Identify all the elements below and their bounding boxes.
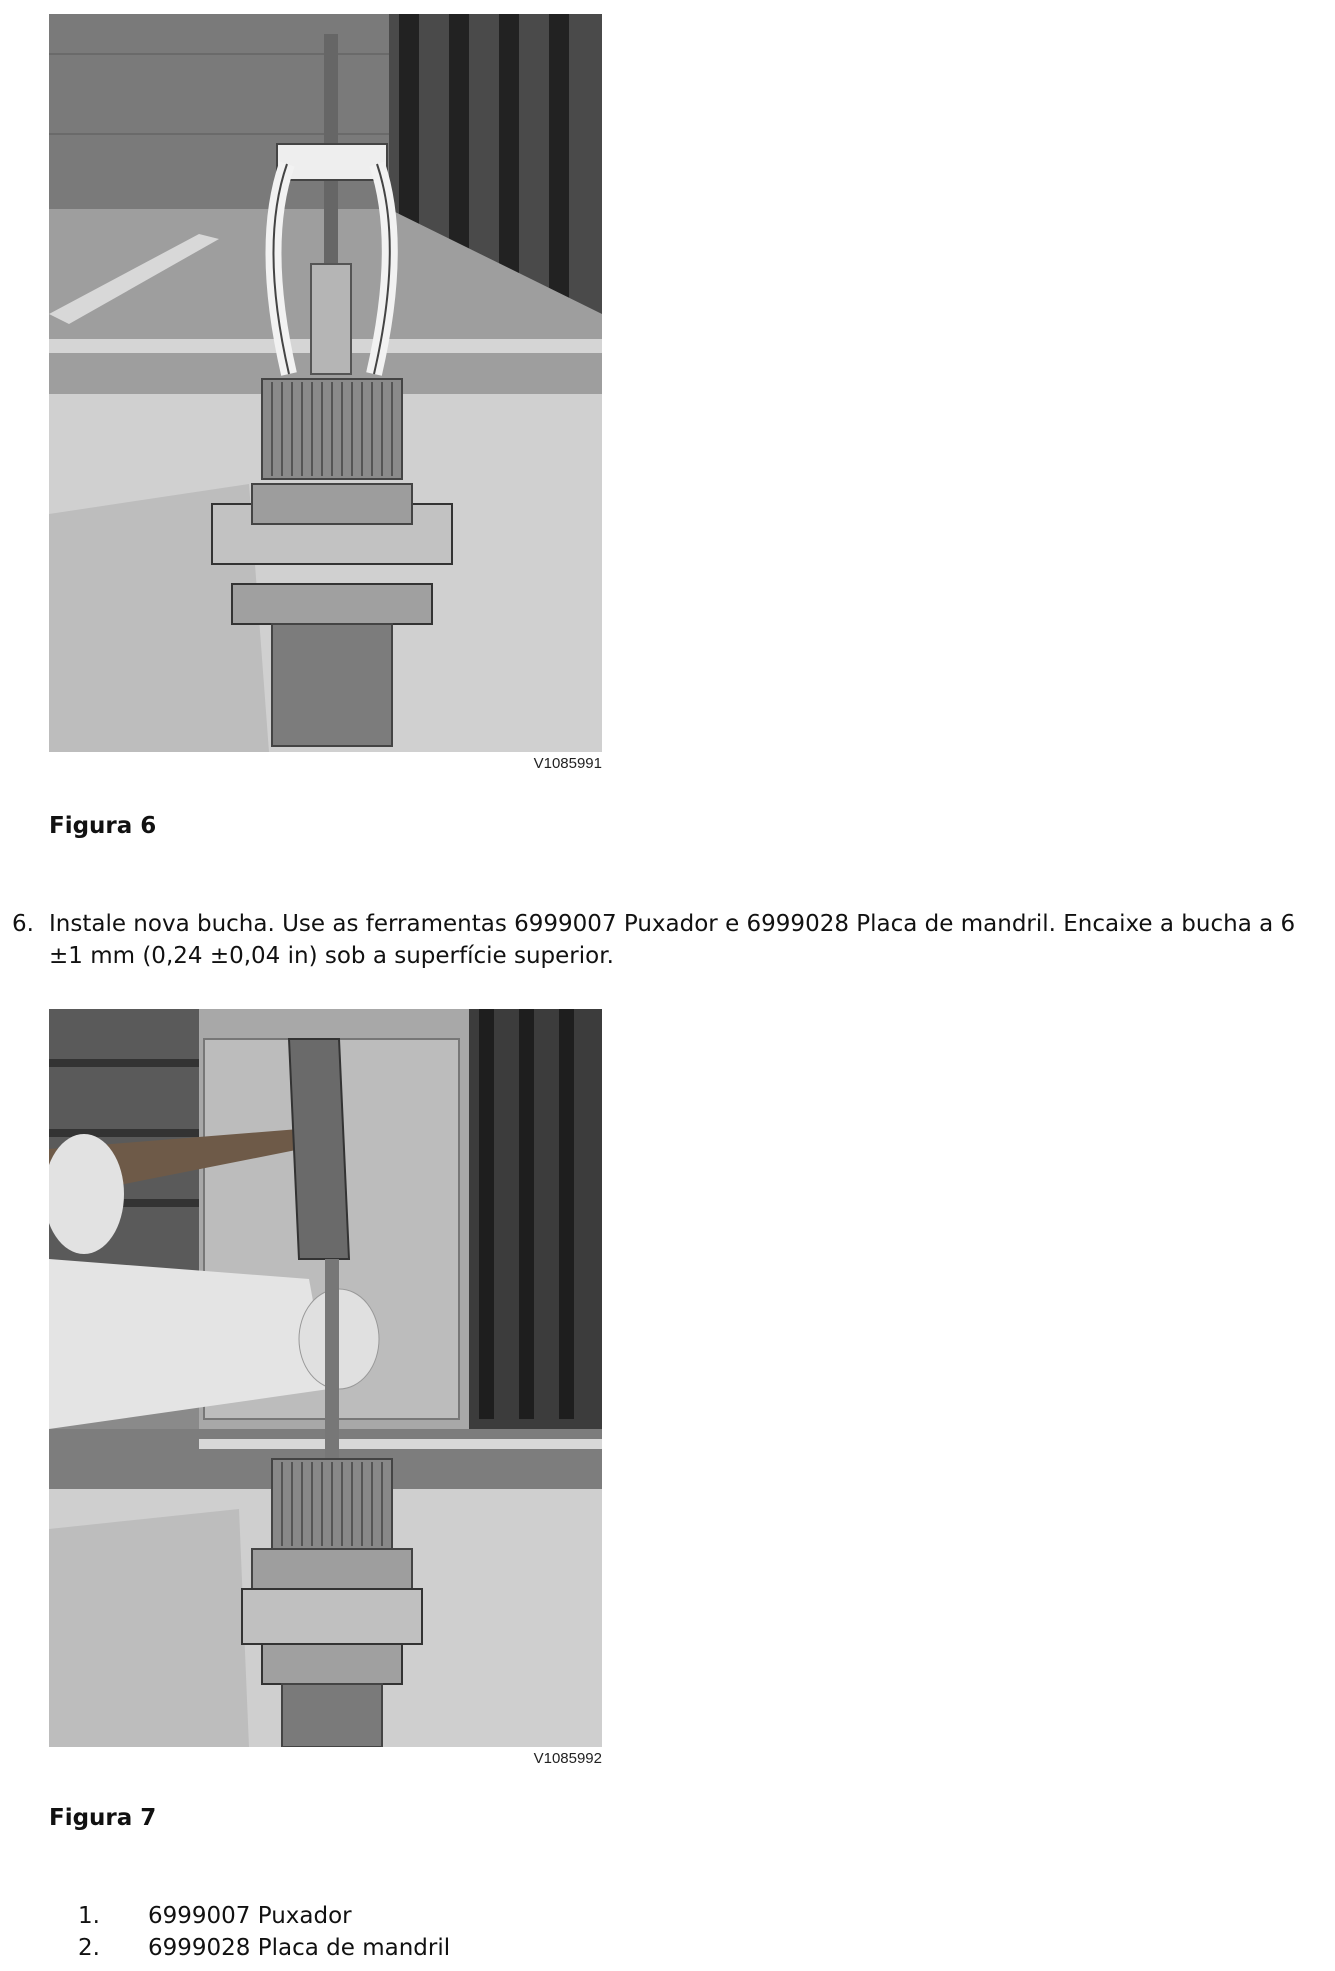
figure-6-photo: [49, 14, 602, 752]
list-item-label: 6999007 Puxador: [148, 1903, 352, 1929]
list-item-label: 6999028 Placa de mandril: [148, 1935, 451, 1961]
parts-list: [78, 1900, 450, 1964]
step-text: Instale nova bucha. Use as ferramentas 6999007 Puxador e 6999028 Placa de mandril. Encaixe a bucha a 6 ±1 mm (0,24 ±0,04 in) sob a superfície superior.: [49, 911, 1296, 969]
list-item: [78, 1900, 450, 1932]
figure-7-photo: [49, 1009, 602, 1747]
puller-on-shaft-photo: [49, 14, 602, 752]
figure-7: [49, 1009, 602, 1769]
list-item-number: 1.: [78, 1903, 100, 1929]
list-item-number: 2.: [78, 1935, 100, 1961]
figure-6-caption: Figura 6: [49, 813, 157, 839]
figure-6-code: V1085991: [533, 755, 602, 772]
figure-6: [49, 14, 602, 774]
step-6: [12, 908, 1330, 972]
hammer-driver-photo: [49, 1009, 602, 1747]
step-number: 6.: [12, 911, 34, 937]
list-item: [78, 1932, 450, 1964]
figure-7-code: V1085992: [533, 1750, 602, 1767]
figure-7-caption: Figura 7: [49, 1805, 157, 1831]
